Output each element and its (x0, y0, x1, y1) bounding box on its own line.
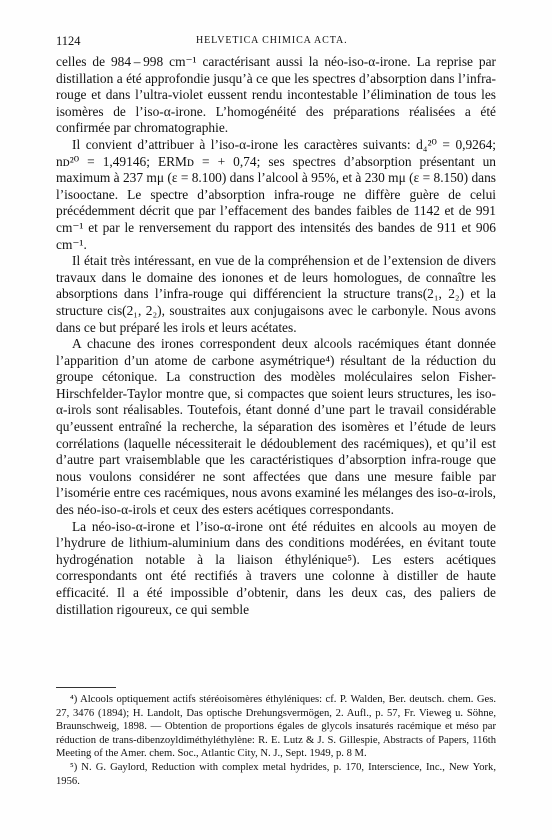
article-body (56, 54, 496, 618)
paragraph-continuation: celles de 984 – 998 cm⁻¹ caractérisant aussi la néo-iso-α-irone. La reprise par distillation a été approfondie jusqu’à ce que les spectres d’absorption dans l’infra-rouge et dans l’ultra-violet eussent rendu incontestable l’élimination de tous les isomères de l’iso-α-irone. L’homogénéité des préparations réalisées a été confirmée par chromatographie. (56, 54, 496, 136)
paragraph-iso-irone-properties: Il convient d’attribuer à l’iso-α-irone les caractères suivants: d₄²⁰ = 0,9264; nᴅ²⁰ = 1,49146; ERMᴅ = + 0,74; ses spectres d’absorption présentant un maximum à 237 mμ (ε = 8.100) dans l’alcool à 95%, et à 230 mμ (ε = 8.150) dans l’isooctane. Le spectre d’absorption infra-rouge ne diffère guère de celui précédemment décrit que par l’effacement des bandes faibles de 1142 et de 991 cm⁻¹ et par le renversement du rapport des intensités des bandes de 911 et 906 cm⁻¹. (56, 136, 496, 252)
page-number: 1124 (56, 34, 81, 48)
running-header (56, 34, 496, 50)
footnotes (56, 693, 496, 788)
footnote-divider (56, 687, 116, 688)
paragraph-reduction: La néo-iso-α-irone et l’iso-α-irone ont été réduites en alcools au moyen de l’hydrure de lithium-aluminium dans des conditions modérées, en évitant toute hydrogénation notable à la liaison éthylénique⁵). Les esters acétiques correspondants ont été rectifiés à travers une colonne à distiller de haute efficacité. Il a été impossible d’obtenir, dans les deux cas, des paliers de distillation rigoureux, ce qui semble (56, 518, 496, 617)
footnote-5: ⁵) N. G. Gaylord, Reduction with complex metal hydrides, p. 170, Interscience, Inc., New York, 1956. (56, 761, 496, 787)
footnote-4: ⁴) Alcools optiquement actifs stéréoisomères éthyléniques: cf. P. Walden, Ber. deutsch. chem. Ges. 27, 3476 (1894); H. Landolt, Das optische Drehungsvermögen, 2. Aufl., p. 57, Fr. Vieweg u. Söhne, Braunschweig, 1898. — Obtention de proportions égales de glycols insaturés racémique et méso par réduction de trans-dibenzoyldiméthyléthylène: R. E. Lutz & J. S. Gillespie, Abstracts of Papers, 116th Meeting of the Amer. chem. Soc., Atlantic City, N. J., Sept. 1949, p. 8 M. (56, 694, 496, 760)
journal-title: HELVETICA CHIMICA ACTA. (196, 35, 348, 46)
paragraph-racemic-alcohols: A chacune des irones correspondent deux alcools racémiques étant donnée l’apparition d’un atome de carbone asymétrique⁴) résultant de la réduction du groupe cétonique. La construction des modèles moléculaires selon Fisher-Hirschfelder-Taylor montre que, si compactes que soient leurs structures, les iso-α-irols sont réalisables. Toutefois, étant donné d’une part le travail considérable qu’eussent entraîné la recherche, la séparation des isomères et l’étude de leurs corrélations (laquelle nécessiterait le dédoublement des racémiques), et qu’il est d’autre part vraisemblable que les caractéristiques d’absorption infra-rouge que nous voulons considérer ne sont affectées que dans une mesure faible par l’isomérie entre ces racémiques, nous avons examiné les mélanges des iso-α-irols, des néo-iso-α-irols et ceux des esters acétiques correspondants. (56, 336, 496, 518)
paragraph-infrared-interest: Il était très intéressant, en vue de la compréhension et de l’extension de divers travaux dans le domaine des ionones et de leurs homologues, de connaître les absorptions dans l’infra-rouge qui différencient la structure trans(2₁, 2₂) et la structure cis(2₁, 2₂), soustraites aux conjugaisons avec le carbonyle. Nous avons dans ce but préparé les irols et leurs acétates. (56, 253, 496, 335)
